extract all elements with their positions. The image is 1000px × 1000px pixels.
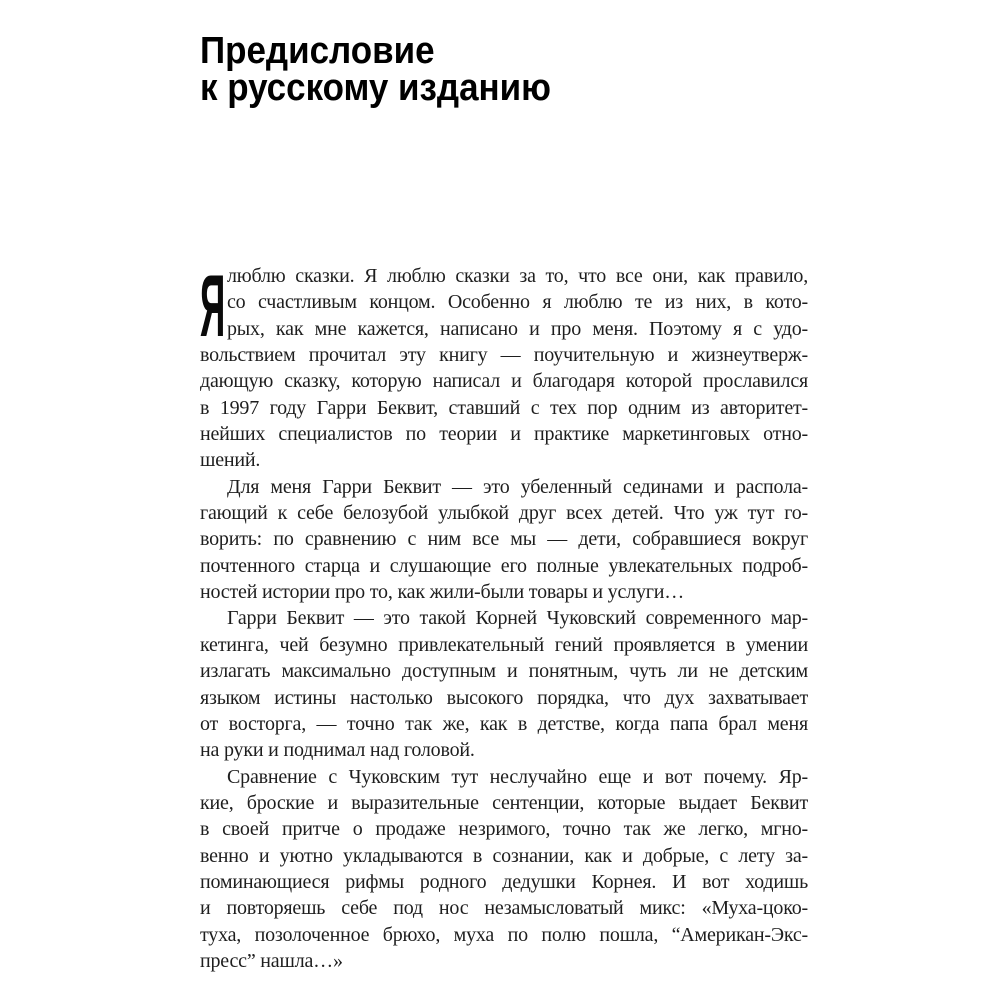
text-line: нейших специалистов по теории и практике маркетинговых отно- [200, 423, 808, 446]
text-line: шений. [200, 449, 261, 472]
text-line: вольствием прочитал эту книгу — поучительную и жизнеутверж- [200, 344, 808, 367]
text-line: гающий к себе белозубой улыбкой друг всех детей. Что уж тут го- [200, 502, 808, 525]
text-line: дающую сказку, которую написал и благодаря которой прославился [200, 370, 808, 393]
body-text [200, 256, 808, 974]
paragraph [200, 605, 808, 763]
chapter-title-line-1: Предисловие [200, 30, 435, 72]
text-line: рых, как мне кажется, написано и про меня. Поэтому я с удо- [227, 317, 808, 340]
text-line: пресс” нашла…» [200, 949, 343, 972]
text-line: со счастливым концом. Особенно я люблю те из них, в кото- [227, 291, 808, 314]
text-line: в своей притче о продаже незримого, точно так же легко, мгно- [200, 818, 808, 841]
text-line: языком истины настолько высокого порядка, что дух захватывает [200, 686, 808, 709]
paragraph [200, 764, 808, 975]
text-line: Для меня Гарри Беквит — это убеленный сединами и распола- [227, 475, 808, 498]
text-line: кетинга, чей безумно привлекательный гений проявляется в умении [200, 633, 808, 656]
text-line: на руки и поднимал над головой. [200, 739, 475, 762]
text-line: венно и уютно укладываются в сознании, как и добрые, с лету за- [200, 844, 808, 867]
text-line: почтенного старца и слушающие его полные увлекательных подроб- [200, 554, 808, 577]
text-line: люблю сказки. Я люблю сказки за то, что все они, как правило, [227, 265, 808, 287]
drop-cap: Я [200, 256, 226, 355]
chapter-title-line-2: к русскому изданию [200, 67, 552, 109]
paragraph [200, 474, 808, 606]
text-line: ворить: по сравнению с ним все мы — дети, собравшиеся вокруг [200, 528, 808, 551]
text-line: туха, позолоченное брюхо, муха по полю пошла, “Американ-Экс- [200, 923, 808, 946]
text-line: кие, броские и выразительные сентенции, которые выдает Беквит [200, 791, 808, 814]
paragraph [200, 256, 808, 474]
text-line: от восторга, — точно так же, как в детстве, когда папа брал меня [200, 712, 808, 735]
text-line: излагать максимально доступным и понятным, чуть ли не детским [200, 660, 808, 683]
text-line: и повторяешь себе под нос незамысловатый микс: «Муха-цоко- [200, 897, 808, 920]
text-line: Гарри Беквит — это такой Корней Чуковский современного мар- [227, 607, 808, 630]
text-line: поминающиеся рифмы родного дедушки Корнея. И вот ходишь [200, 870, 808, 893]
chapter-title [200, 30, 582, 109]
text-line: в 1997 году Гарри Беквит, ставший с тех пор одним из авторитет- [200, 396, 808, 419]
text-line: ностей истории про то, как жили-были товары и услуги… [200, 581, 685, 604]
text-line: Сравнение с Чуковским тут неслучайно еще и вот почему. Яр- [227, 765, 808, 788]
